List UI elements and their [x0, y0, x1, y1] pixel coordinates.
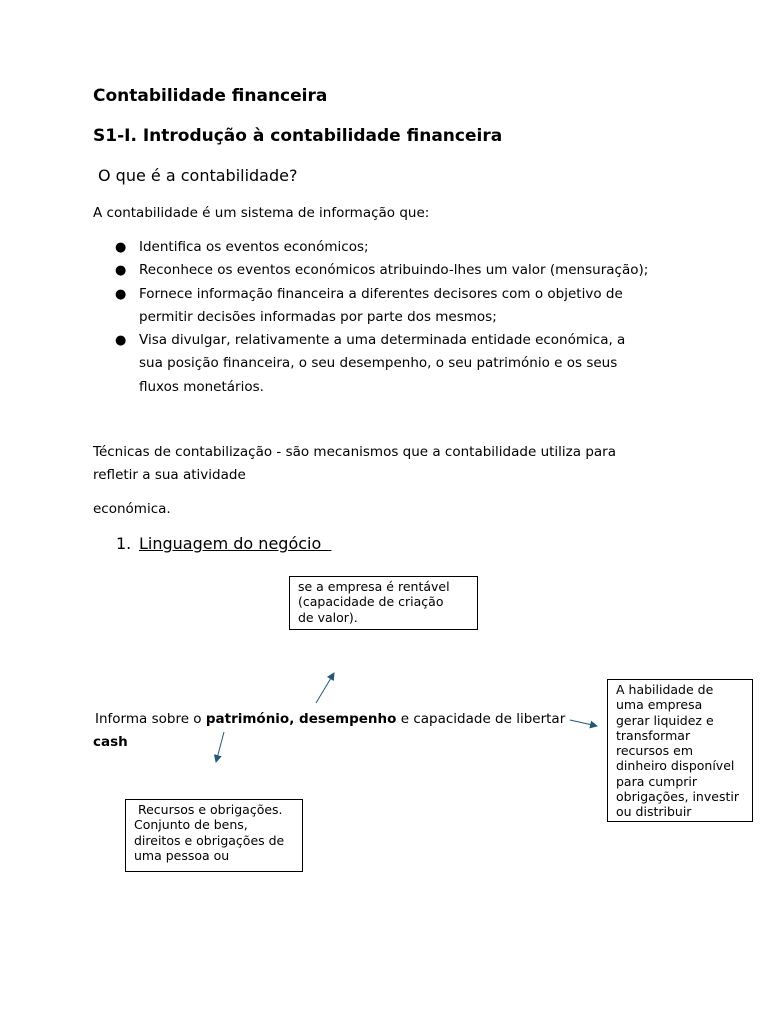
box-line: transformar — [616, 727, 691, 743]
box-line: ou distribuir — [616, 804, 692, 820]
box-line: (capacidade de criação — [298, 594, 444, 610]
informa-pre: Informa sobre o — [95, 711, 206, 727]
informa-bold: património, desempenho — [205, 711, 397, 727]
tecnicas-line-1: Técnicas de contabilização - são mecanismos que a contabilidade utiliza para — [93, 444, 616, 460]
box-line: dinheiro disponível — [616, 758, 735, 774]
box-line: A habilidade de — [616, 682, 714, 697]
box-line: obrigações, investir — [616, 789, 739, 805]
bullet-text: Visa divulgar, relativamente a uma determinada entidade económica, a — [139, 332, 626, 349]
box-line: para cumprir — [616, 773, 698, 789]
numbered-heading-label: Linguagem do negócio — [139, 534, 332, 553]
bullet-dot-icon: ● — [115, 240, 127, 255]
tecnicas-line-3: económica. — [93, 501, 171, 517]
question-heading: O que é a contabilidade? — [98, 166, 298, 185]
box-line: de valor). — [298, 609, 358, 625]
section-heading: S1-I. Introdução à contabilidade financeira — [93, 126, 503, 146]
bullet-dot-icon: ● — [115, 286, 127, 302]
bullet-dot-icon: ● — [115, 263, 127, 279]
box-line: se a empresa é rentável — [298, 579, 450, 594]
intro-paragraph: A contabilidade é um sistema de informação que: — [93, 205, 430, 221]
list-number: 1. — [116, 534, 132, 553]
bullet-dot-icon: ● — [115, 333, 127, 349]
informa-cash: cash — [93, 734, 128, 750]
bullet-text: fluxos monetários. — [139, 378, 264, 395]
box-line: direitos e obrigações de — [134, 832, 285, 848]
box-line: uma empresa — [616, 697, 703, 713]
bullet-text: permitir decisões informadas por parte dos mesmos; — [139, 308, 497, 325]
box-line: uma pessoa ou — [134, 847, 230, 863]
bullet-text: Reconhece os eventos económicos atribuindo-lhes um valor (mensuração); — [139, 262, 649, 279]
box-line: Conjunto de bens, — [134, 817, 248, 833]
informa-post: e capacidade de libertar — [396, 711, 566, 727]
bullet-text: Fornece informação financeira a diferentes decisores com o objetivo de — [139, 285, 623, 302]
bullet-text: sua posição financeira, o seu desempenho, o seu património e os seus — [139, 355, 618, 372]
arrow-down-icon — [216, 732, 224, 762]
arrow-right-icon — [570, 720, 597, 726]
box-line: gerar liquidez e — [616, 712, 714, 728]
tecnicas-line-2: refletir a sua atividade — [93, 467, 246, 483]
document-title: Contabilidade financeira — [93, 86, 328, 106]
arrow-up-icon — [316, 673, 334, 703]
bullet-text: Identifica os eventos económicos; — [139, 239, 369, 255]
box-line: recursos em — [616, 743, 694, 759]
box-line: Recursos e obrigações. — [134, 802, 283, 817]
